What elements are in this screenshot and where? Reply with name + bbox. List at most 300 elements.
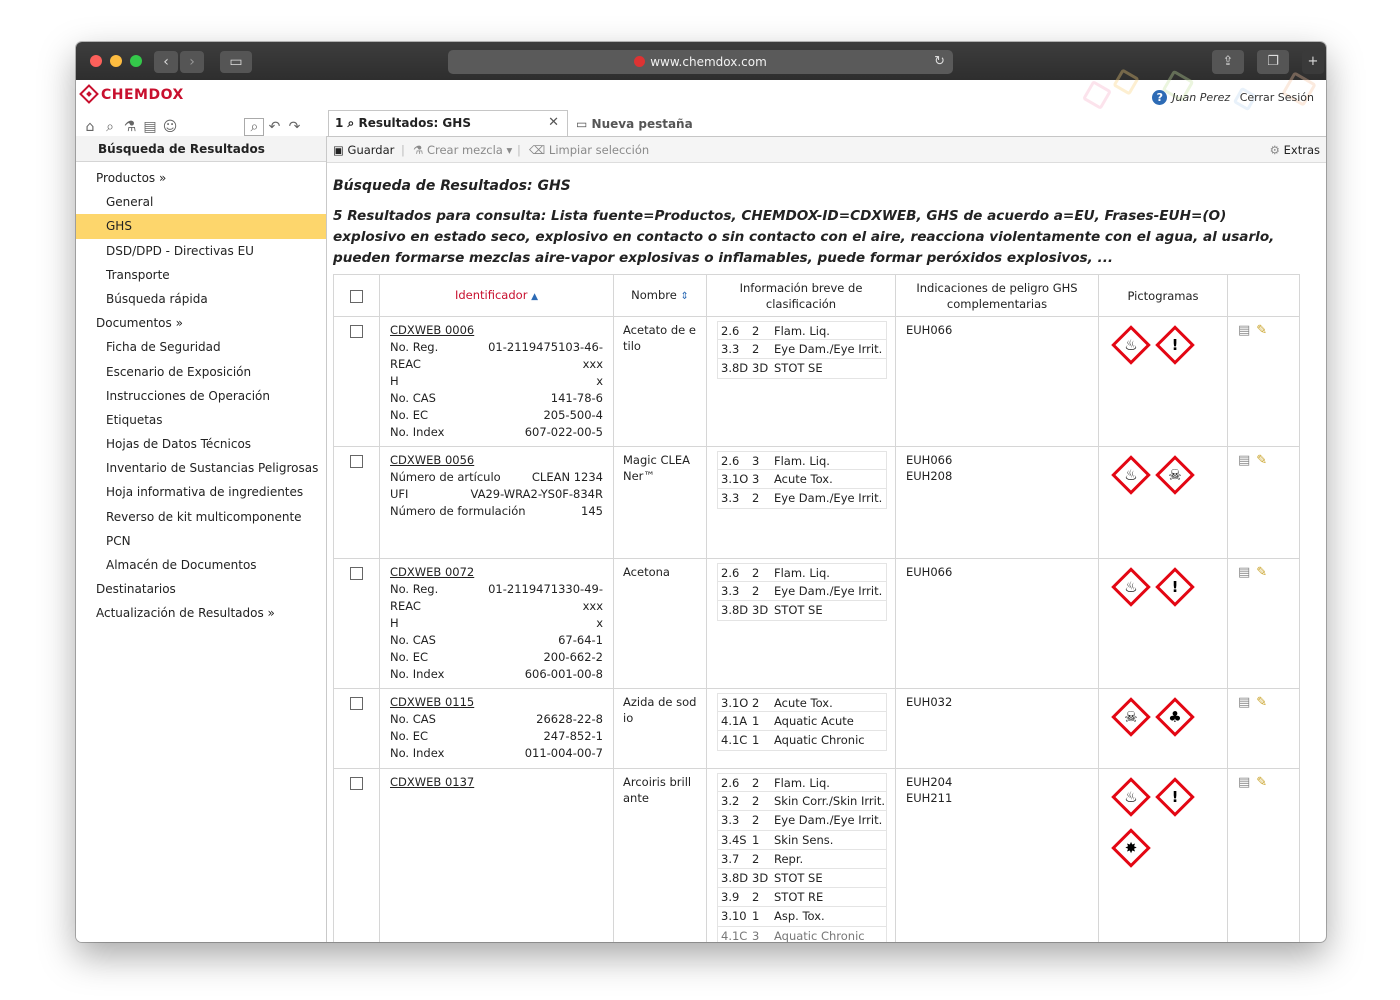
hazard-statements-cell xyxy=(896,447,1099,559)
sidebar-item[interactable]: Actualización de Resultados » xyxy=(96,606,275,621)
hazard-class-code: 3.8D xyxy=(721,870,749,885)
site-favicon-icon xyxy=(634,56,645,67)
identifier-link[interactable]: CDXWEB 0072 xyxy=(390,565,475,579)
maximize-window-button[interactable] xyxy=(130,55,142,67)
hazard-description: Eye Dam./Eye Irrit. xyxy=(774,491,883,506)
minimize-window-button[interactable] xyxy=(110,55,122,67)
exclamation-icon: ! xyxy=(1155,567,1195,607)
row-actions-cell xyxy=(1228,769,1300,943)
product-name: Magic CLEANer™ xyxy=(614,447,707,559)
identifier-field xyxy=(390,666,603,683)
field-key: No. Index xyxy=(390,425,445,439)
sidebar-item[interactable]: GHS xyxy=(76,214,326,238)
classification-row xyxy=(717,601,887,620)
hazard-statements-cell xyxy=(896,559,1099,689)
row-checkbox[interactable] xyxy=(350,325,363,338)
field-value: x xyxy=(596,616,603,630)
save-button[interactable] xyxy=(333,137,394,163)
sidebar-item[interactable]: Inventario de Sustancias Peligrosas xyxy=(106,461,319,476)
skull-icon: ☠ xyxy=(1155,455,1195,495)
column-name[interactable] xyxy=(614,275,707,317)
hazard-class-code: 3.3 xyxy=(721,491,740,506)
classification-row xyxy=(717,489,887,508)
user-box xyxy=(1152,90,1314,105)
hazard-class-code: 3.3 xyxy=(721,813,740,828)
clear-icon: ⌫ xyxy=(529,143,546,157)
exclamation-icon: ! xyxy=(1155,325,1195,365)
hazard-class-code: 3.8D xyxy=(721,361,749,376)
hazard-description: Flam. Liq. xyxy=(774,776,830,790)
users-icon[interactable]: ☺ xyxy=(162,119,178,135)
hazard-category: 2 xyxy=(752,566,760,580)
euh-statement: EUH066 xyxy=(906,323,953,337)
reload-icon[interactable]: ↻ xyxy=(934,54,945,69)
sidebar-item[interactable]: Escenario de Exposición xyxy=(106,364,252,379)
sidebar-item[interactable]: Búsqueda rápida xyxy=(106,291,208,306)
back-button[interactable]: ‹ xyxy=(154,51,178,73)
home-icon[interactable]: ⌂ xyxy=(85,119,95,135)
identifier-field xyxy=(390,339,603,373)
document-icon[interactable]: ▤ xyxy=(143,119,157,135)
classification-row xyxy=(717,582,887,601)
edit-icon[interactable]: ✎ xyxy=(1256,695,1268,710)
identifier-link[interactable]: CDXWEB 0056 xyxy=(390,453,475,467)
field-value: 607-022-00-5 xyxy=(524,425,603,439)
hazard-class-code: 3.9 xyxy=(721,890,740,905)
hazard-statements-cell xyxy=(896,317,1099,447)
hazard-category: 3D xyxy=(752,361,769,376)
hazard-category: 2 xyxy=(752,324,760,338)
hazard-class-code: 3.3 xyxy=(721,584,740,599)
sidebar-item[interactable]: Reverso de kit multicomponente xyxy=(106,509,302,524)
identifier-field xyxy=(390,469,603,486)
sidebar-item[interactable]: Transporte xyxy=(106,267,170,282)
hazard-category: 2 xyxy=(752,776,760,790)
identifier-link[interactable]: CDXWEB 0137 xyxy=(390,775,475,789)
clear-label: Limpiar selección xyxy=(548,143,650,157)
hazard-category: 3D xyxy=(752,603,769,618)
hazard-statements-cell xyxy=(896,689,1099,769)
pictograms-cell xyxy=(1099,769,1228,943)
hazard-description: STOT RE xyxy=(774,890,824,905)
field-key: No. CAS xyxy=(390,391,436,405)
field-key: No. EC xyxy=(390,729,429,743)
sidebar-toggle-button[interactable]: ▭ xyxy=(220,51,252,73)
euh-statement: EUH211 xyxy=(906,791,953,805)
identifier-field xyxy=(390,503,603,520)
field-key: No. Reg. REAC xyxy=(390,582,439,613)
hazard-class-code: 4.1C xyxy=(721,928,748,942)
hazard-category: 3 xyxy=(752,472,760,487)
hazard-description: Aquatic Acute xyxy=(774,714,854,729)
hazard-category: 2 xyxy=(752,794,760,809)
address-text: www.chemdox.com xyxy=(650,55,767,69)
classification-cell xyxy=(707,689,896,769)
hazard-class-code: 3.4S xyxy=(721,832,747,847)
field-value: 205-500-4 xyxy=(543,408,603,422)
hazard-category: 3 xyxy=(752,454,760,468)
environment-icon: ♣ xyxy=(1155,697,1195,737)
column-classification: Información breve de clasificación xyxy=(707,275,896,317)
tab-number: 1 xyxy=(335,116,344,130)
euh-statement: EUH032 xyxy=(906,695,953,709)
tab-new[interactable] xyxy=(576,114,693,134)
classification-row xyxy=(717,451,887,470)
hazard-category: 2 xyxy=(752,342,760,357)
identifier-field xyxy=(390,728,603,745)
table-row[interactable] xyxy=(334,447,1300,559)
hazard-class-code: 3.1O xyxy=(721,696,749,710)
flame-icon: ♨ xyxy=(1111,777,1151,817)
address-bar[interactable] xyxy=(448,50,953,74)
column-actions xyxy=(1228,275,1300,317)
field-value: 67-64-1 xyxy=(558,633,603,647)
hazard-description: Eye Dam./Eye Irrit. xyxy=(774,584,883,599)
tab-new-label: Nueva pestaña xyxy=(591,117,693,131)
pictograms-cell xyxy=(1099,559,1228,689)
edit-icon[interactable]: ✎ xyxy=(1256,775,1268,790)
column-name-label: Nombre xyxy=(631,287,677,302)
help-icon[interactable]: ? xyxy=(1152,90,1167,105)
hazard-description: STOT SE xyxy=(774,870,823,885)
field-value: 01-2119471330-49-xxx xyxy=(488,582,603,613)
row-select-cell xyxy=(334,317,380,447)
field-key: No. EC xyxy=(390,650,429,664)
sidebar-item[interactable]: Etiquetas xyxy=(106,412,163,427)
sidebar-item[interactable]: DSD/DPD - Directivas EU xyxy=(106,243,254,258)
edit-icon[interactable]: ✎ xyxy=(1256,323,1268,338)
classification-cell xyxy=(707,559,896,689)
field-key: No. Index xyxy=(390,746,445,760)
euh-statement: EUH204 xyxy=(906,775,953,789)
sidebar-title: Búsqueda de Resultados xyxy=(76,136,326,162)
row-actions-cell xyxy=(1228,559,1300,689)
field-value: 247-852-1 xyxy=(543,729,603,743)
hazard-category: 2 xyxy=(752,890,760,905)
classification-row xyxy=(717,792,887,811)
field-key: UFI xyxy=(390,487,409,501)
create-mix-icon: ⚗ xyxy=(413,143,424,157)
table-header-row xyxy=(334,275,1300,317)
identifier-cell xyxy=(380,317,614,447)
results-content xyxy=(327,163,1326,942)
sidebar-item[interactable]: Instrucciones de Operación xyxy=(106,388,270,403)
classification-row xyxy=(717,359,887,378)
hazard-class-code: 3.8D xyxy=(721,603,749,618)
close-window-button[interactable] xyxy=(90,55,102,67)
field-value: 145 xyxy=(581,504,603,518)
classification-row xyxy=(717,340,887,359)
new-tab-icon: ▭ xyxy=(576,117,588,131)
table-row[interactable] xyxy=(334,689,1300,769)
classification-row xyxy=(717,693,887,712)
hazard-description: Eye Dam./Eye Irrit. xyxy=(774,813,883,828)
search-icon[interactable]: ⌕ xyxy=(106,119,114,135)
results-table xyxy=(333,274,1300,942)
create-mix-label: Crear mezcla xyxy=(426,143,503,157)
row-actions-cell xyxy=(1228,317,1300,447)
edit-icon[interactable]: ✎ xyxy=(1256,565,1268,580)
browser-window xyxy=(76,42,1326,942)
column-pictograms: Pictogramas xyxy=(1099,275,1228,317)
classification-row xyxy=(717,869,887,888)
hazard-category: 1 xyxy=(752,733,760,748)
hazard-description: Acute Tox. xyxy=(774,696,833,710)
document-icon[interactable]: ▤ xyxy=(1238,323,1251,338)
tab-results-ghs[interactable] xyxy=(328,110,568,136)
euh-statement: EUH066 xyxy=(906,565,953,579)
app xyxy=(76,80,1326,942)
tab-search-icon: ⌕ xyxy=(347,116,355,130)
euh-statement: EUH066 xyxy=(906,453,953,467)
query-summary: 5 Resultados para consulta: Lista fuente=Productos, CHEMDOX-ID=CDXWEB, GHS de acuerdo a=EU, Frases-EUH=(O) explosivo en estado seco, explosivo en contacto o sin contacto con el aire, reacciona violentamente con el agua, al usarlo, pueden formarse mezclas aire-vapor explosivas o inflamables, puede formar peróxidos explosivos, ... xyxy=(333,208,1275,266)
logout-link[interactable]: Cerrar Sesión xyxy=(1239,91,1314,104)
search-results-icon[interactable]: ⌕ xyxy=(244,118,264,136)
hazard-description: Flam. Liq. xyxy=(774,454,830,468)
close-tab-icon[interactable]: ✕ xyxy=(548,115,559,130)
extras-label: Extras xyxy=(1283,143,1320,157)
hazard-description: Acute Tox. xyxy=(774,472,833,487)
row-actions-cell xyxy=(1228,447,1300,559)
sidebar xyxy=(76,136,327,942)
row-select-cell xyxy=(334,689,380,769)
field-value: 01-2119475103-46-xxx xyxy=(488,340,603,371)
document-icon[interactable]: ▤ xyxy=(1238,565,1251,580)
row-select-cell xyxy=(334,769,380,943)
hazard-class-code: 3.2 xyxy=(721,794,740,809)
forward-button[interactable]: › xyxy=(180,51,204,73)
hazard-category: 2 xyxy=(752,813,760,828)
share-button[interactable]: ⇪ xyxy=(1212,50,1244,74)
chevron-down-icon: ▾ xyxy=(506,143,513,157)
sidebar-item[interactable]: Almacén de Documentos xyxy=(106,558,257,572)
identifier-field xyxy=(390,615,603,632)
hazard-category: 2 xyxy=(752,491,760,506)
hazard-category: 1 xyxy=(752,832,760,847)
hazard-description: Aquatic Chronic xyxy=(774,733,865,748)
identifier-field xyxy=(390,745,603,762)
hazard-description: Aquatic Chronic xyxy=(774,928,865,942)
sidebar-list xyxy=(76,162,326,626)
chemdox-logo-icon xyxy=(79,84,99,104)
classification-row xyxy=(717,321,887,340)
sort-asc-icon: ▲ xyxy=(531,291,538,302)
toolbar-separator: | xyxy=(517,143,521,157)
new-tab-button[interactable]: + xyxy=(1302,50,1324,74)
clear-selection-button[interactable] xyxy=(529,137,649,163)
field-key: No. EC xyxy=(390,408,429,422)
field-value: 26628-22-8 xyxy=(536,712,603,726)
hazard-category: 1 xyxy=(752,909,760,924)
browser-titlebar xyxy=(76,42,1326,80)
field-value: 011-004-00-7 xyxy=(524,746,603,760)
hazard-class-code: 3.1O xyxy=(721,472,749,487)
hazard-description: STOT SE xyxy=(774,603,823,618)
classification-cell xyxy=(707,769,896,943)
hazard-class-code: 2.6 xyxy=(721,566,740,580)
identifier-field xyxy=(390,581,603,615)
sidebar-item[interactable]: General xyxy=(106,195,154,210)
tab-label: Resultados: GHS xyxy=(358,116,471,130)
document-icon[interactable]: ▤ xyxy=(1238,453,1251,468)
skull-icon: ☠ xyxy=(1111,697,1151,737)
table-row[interactable] xyxy=(334,317,1300,447)
field-key: Número de artículo xyxy=(390,470,501,484)
hazard-category: 3D xyxy=(752,870,769,885)
sidebar-item[interactable]: Destinatarios xyxy=(96,582,176,597)
substances-icon[interactable]: ⚗ xyxy=(123,119,137,135)
document-icon[interactable]: ▤ xyxy=(1238,695,1251,710)
product-name: Arcoiris brillante xyxy=(614,769,707,943)
hazard-class-code: 2.6 xyxy=(721,454,740,468)
document-icon[interactable]: ▤ xyxy=(1238,775,1251,790)
row-select-cell xyxy=(334,559,380,689)
column-identifier[interactable] xyxy=(380,275,614,317)
hazard-category: 1 xyxy=(752,714,760,729)
identifier-cell xyxy=(380,689,614,769)
sidebar-item[interactable]: Ficha de Seguridad xyxy=(106,340,221,355)
hazard-class-code: 2.6 xyxy=(721,324,740,338)
identifier-field xyxy=(390,711,603,728)
identifier-cell xyxy=(380,769,614,943)
field-value: 141-78-6 xyxy=(550,391,603,405)
field-value: 200-662-2 xyxy=(543,650,603,664)
row-checkbox[interactable] xyxy=(350,777,363,790)
row-actions-cell xyxy=(1228,689,1300,769)
hazard-description: Flam. Liq. xyxy=(774,324,830,338)
pictograms-cell xyxy=(1099,317,1228,447)
identifier-field xyxy=(390,486,603,503)
table-row[interactable] xyxy=(334,559,1300,689)
row-select-cell xyxy=(334,447,380,559)
table-row[interactable] xyxy=(334,769,1300,943)
flame-icon: ♨ xyxy=(1111,455,1151,495)
hazard-class-code: 4.1A xyxy=(721,714,748,729)
identifier-field xyxy=(390,632,603,649)
create-mix-button[interactable] xyxy=(413,137,512,163)
row-checkbox[interactable] xyxy=(350,697,363,710)
field-key: Número de formulación xyxy=(390,504,526,518)
euh-statement: EUH208 xyxy=(906,469,953,483)
chemdox-logo[interactable] xyxy=(82,87,184,103)
sidebar-item[interactable]: Productos » xyxy=(96,171,167,185)
classification-row xyxy=(717,850,887,869)
field-key: H xyxy=(390,616,399,630)
flame-icon: ♨ xyxy=(1111,567,1151,607)
classification-row xyxy=(717,831,887,850)
field-value: x xyxy=(596,374,603,388)
identifier-field xyxy=(390,424,603,441)
classification-row xyxy=(717,773,887,792)
hazard-category: 3 xyxy=(752,928,760,942)
identifier-link[interactable]: CDXWEB 0115 xyxy=(390,695,475,709)
classification-cell xyxy=(707,447,896,559)
hazard-statements-cell xyxy=(896,769,1099,943)
edit-icon[interactable]: ✎ xyxy=(1256,453,1268,468)
row-checkbox[interactable] xyxy=(350,567,363,580)
save-icon: ▣ xyxy=(333,143,344,157)
classification-row xyxy=(717,927,887,943)
product-name: Acetona xyxy=(614,559,707,689)
tabs-overview-button[interactable]: ❐ xyxy=(1257,50,1289,74)
classification-row xyxy=(717,470,887,489)
column-identifier-label: Identificador xyxy=(454,287,528,302)
hazard-category: 2 xyxy=(752,696,760,710)
hazard-class-code: 2.6 xyxy=(721,776,740,790)
sidebar-item[interactable]: PCN xyxy=(106,533,131,548)
product-name: Azida de sodio xyxy=(614,689,707,769)
health-hazard-icon: ✸ xyxy=(1111,828,1151,868)
classification-row xyxy=(717,712,887,731)
classification-cell xyxy=(707,317,896,447)
identifier-field xyxy=(390,407,603,424)
gear-icon: ⚙ xyxy=(1269,143,1280,157)
hazard-category: 2 xyxy=(752,584,760,599)
hazard-description: Skin Sens. xyxy=(774,832,834,847)
hazard-class-code: 4.1C xyxy=(721,733,748,748)
hazard-class-code: 3.3 xyxy=(721,342,740,357)
identifier-cell xyxy=(380,559,614,689)
hazard-class-code: 3.7 xyxy=(721,851,740,866)
history-search-icon[interactable]: ↶ xyxy=(268,119,281,135)
sort-icon: ⇕ xyxy=(680,290,689,302)
sidebar-item[interactable]: Hojas de Datos Técnicos xyxy=(106,437,252,452)
hazard-description: Repr. xyxy=(774,851,804,866)
hazard-description: STOT SE xyxy=(774,361,823,376)
field-key: No. Reg. REAC xyxy=(390,340,439,371)
identifier-field xyxy=(390,390,603,407)
hazard-description: Skin Corr./Skin Irrit. xyxy=(774,794,885,809)
toolbar-separator: | xyxy=(401,143,405,157)
field-key: H xyxy=(390,374,399,388)
classification-row xyxy=(717,731,887,750)
pictograms-cell xyxy=(1099,689,1228,769)
field-value: VA29-WRA2-YS0F-834R xyxy=(470,487,603,501)
field-key: No. CAS xyxy=(390,712,436,726)
identifier-field xyxy=(390,649,603,666)
field-value: 606-001-00-8 xyxy=(524,667,603,681)
product-name: Acetato de etilo xyxy=(614,317,707,447)
identifier-link[interactable]: CDXWEB 0006 xyxy=(390,323,475,337)
hazard-description: Asp. Tox. xyxy=(774,909,825,924)
classification-row xyxy=(717,907,887,926)
sidebar-item[interactable]: Documentos » xyxy=(96,316,183,331)
user-name: Juan Perez xyxy=(1172,91,1231,104)
decor-hexagon xyxy=(1082,80,1112,110)
row-checkbox[interactable] xyxy=(350,455,363,468)
column-hazard: Indicaciones de peligro GHS complementarias xyxy=(896,275,1099,317)
saved-search-icon[interactable]: ↷ xyxy=(288,119,301,135)
extras-button[interactable] xyxy=(1270,137,1320,163)
classification-row xyxy=(717,811,887,830)
field-key: No. Index xyxy=(390,667,445,681)
save-label: Guardar xyxy=(347,143,395,157)
identifier-field xyxy=(390,373,603,390)
logo-text: CHEMDOX xyxy=(101,87,184,103)
left-toolbar-icons xyxy=(80,118,304,136)
sidebar-item[interactable]: Hoja informativa de ingredientes xyxy=(106,485,304,500)
page-title: Búsqueda de Resultados: GHS xyxy=(333,178,571,194)
hazard-description: Eye Dam./Eye Irrit. xyxy=(774,342,883,357)
flame-icon: ♨ xyxy=(1111,325,1151,365)
select-all-checkbox[interactable] xyxy=(350,290,363,303)
exclamation-icon: ! xyxy=(1155,777,1195,817)
classification-row xyxy=(717,563,887,582)
hazard-category: 2 xyxy=(752,851,760,866)
identifier-cell xyxy=(380,447,614,559)
results-toolbar xyxy=(327,137,1326,163)
pictograms-cell xyxy=(1099,447,1228,559)
